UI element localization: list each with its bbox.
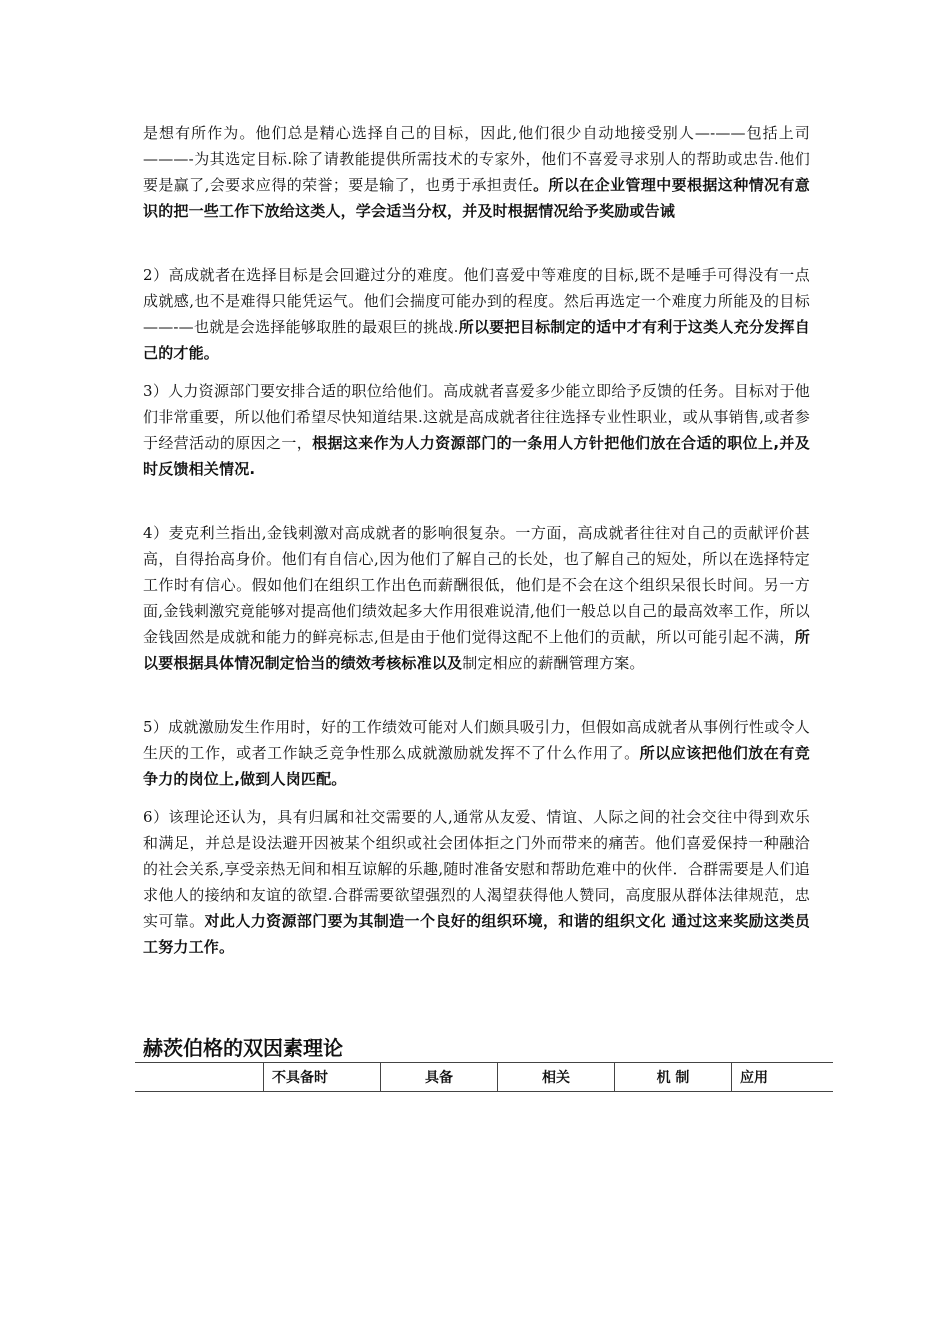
paragraph-1-bold: 。所以在企业管理中要根据这种情况有意识的把一些工作下放给这类人，学会适当分权，并及时根据情况给予奖励或告诫 [143,176,810,220]
table-header-application: 应用 [732,1063,834,1092]
table-header-empty [135,1063,264,1092]
paragraph-1-text: 是想有所作为。他们总是精心选择自己的目标，因此,他们很少自动地接受别人—-——包括上司———-为其选定目标.除了请教能提供所需技术的专家外，他们不喜爱寻求别人的帮助或忠告.他们要是赢了,会要求应得的荣誉；要是输了，也勇于承担责任 [143,124,810,194]
paragraph-5-bold: 所以应该把他们放在有竞争力的岗位上,做到人岗匹配。 [143,744,810,788]
paragraph-6-text: 6）该理论还认为，具有归属和社交需要的人,通常从友爱、情谊、人际之间的社会交往中得到欢乐和满足，并总是设法避开因被某个组织或社会团体拒之门外而带来的痛苦。他们喜爱保持一种融洽的社会关系,享受亲热无间和相互谅解的乐趣,随时准备安慰和帮助危难中的伙伴．合群需要是人们追求他人的接纳和友谊的欲望.合群需要欲望强烈的人渴望获得他人赞同，高度服从群体法律规范，忠实可靠。 [143,808,810,930]
paragraph-2-text: 2）高成就者在选择目标是会回避过分的难度。他们喜爱中等难度的目标,既不是唾手可得没有一点成就感,也不是难得只能凭运气。他们会揣度可能办到的程度。然后再选定一个难度力所能及的目标——-—也就是会选择能够取胜的最艰巨的挑战. [143,266,810,336]
paragraph-3-bold: 根据这来作为人力资源部门的一条用人方针把他们放在合适的职位上,并及时反馈相关情况. [143,434,810,478]
table-header-absent: 不具备时 [264,1063,381,1092]
paragraph-5-text: 5）成就激励发生作用时，好的工作绩效可能对人们颇具吸引力，但假如高成就者从事例行性或令人生厌的工作，或者工作缺乏竞争性那么成就激励就发挥不了什么作用了。 [143,718,810,762]
section-title: 赫茨伯格的双因素理论 [143,1036,343,1060]
paragraph-3-text: 3）人力资源部门要安排合适的职位给他们。高成就者喜爱多少能立即给予反馈的任务。目标对于他们非常重要，所以他们希望尽快知道结果.这就是高成就者往往选择专业性职业，或从事销售,或者参于经营活动的原因之一， [143,382,810,452]
table-header-mechanism: 机 制 [615,1063,732,1092]
paragraph-2 [143,262,810,366]
paragraph-5 [143,714,810,792]
document-body [143,120,810,960]
paragraph-4-tail: 制定相应的薪酬管理方案。 [462,654,645,672]
paragraph-4-bold: 所以要根据具体情况制定恰当的绩效考核标准以及 [143,628,810,672]
table-header-present: 具备 [381,1063,498,1092]
paragraph-4 [143,520,810,676]
two-factor-table [135,1062,833,1092]
table-header-row [135,1063,833,1092]
paragraph-4-text: 4）麦克利兰指出,金钱刺激对高成就者的影响很复杂。一方面，高成就者往往对自己的贡献评价甚高，自得抬高身价。他们有自信心,因为他们了解自己的长处，也了解自己的短处，所以在选择特定工作时有信心。假如他们在组织工作出色而薪酬很低，他们是不会在这个组织呆很长时间。另一方面,金钱刺激究竟能够对提高他们绩效起多大作用很难说清,他们一般总以自己的最高效率工作，所以金钱固然是成就和能力的鲜亮标志,但是由于他们觉得这配不上他们的贡献，所以可能引起不满， [143,524,810,646]
paragraph-6-bold: 对此人力资源部门要为其制造一个良好的组织环境，和谐的组织文化 通过这来奖励这类员工努力工作。 [143,912,810,956]
paragraph-3 [143,378,810,482]
paragraph-1 [143,120,810,224]
paragraph-6 [143,804,810,960]
table-header-related: 相关 [498,1063,615,1092]
paragraph-2-bold: 所以要把目标制定的适中才有利于这类人充分发挥自己的才能。 [143,318,810,362]
